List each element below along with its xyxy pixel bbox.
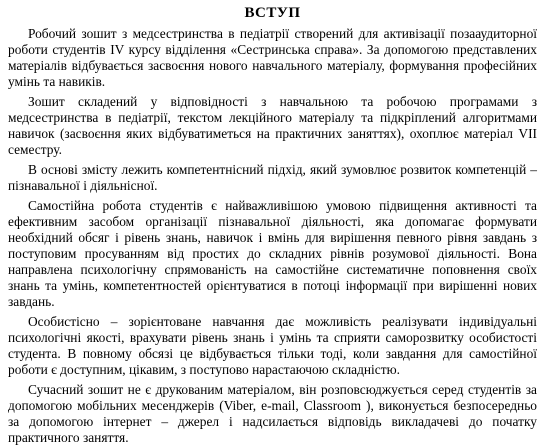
paragraph-approach: В основі змісту лежить компетентнісний підхід, який зумовлює розвиток компетенцій – пізнавальної і діяльнісної. xyxy=(8,162,537,193)
paragraph-purpose: Робочий зошит з медсестринства в педіатрії створений для активізації позааудиторної роботи студентів IV курсу відділення «Сестринська справа». За допомогою представлених матеріалів відбувається засвоєння нового навчального матеріалу, формування професійних умінь та навиків. xyxy=(8,26,537,89)
section-title: ВСТУП xyxy=(244,5,301,21)
paragraph-independent-work: Самостійна робота студентів є найважливішою умовою підвищення активності та ефективним засобом організації пізнавальної діяльності, яка допомагає формувати необхідний обсяг і рівень знань, навичок і вмінь для вирішення певного рівня завдань з поступовим просуванням від простих до складних рівнів розумової діяльності. Вона направлена психологічну спрямованість на самостійне систематичне поповнення своїх знань та умінь, компетентностей орієнтуватися в потоці інформації при вирішенні нових завдань. xyxy=(8,198,537,309)
paragraph-modern-workbook: Сучасний зошит не є друкованим матеріалом, він розповсюджується серед студентів за допомогою мобільних месенджерів (Viber, e-mail, Classroom ), виконується безпосередньо за допомогою інтернет – джерел і надсилається відповідь викладачеві до початку практичного заняття. xyxy=(8,382,537,445)
paragraph-structure: Зошит складений у відповідності з навчальною та робочою програмами з медсестринства в педіатрії, текстом лекційного матеріалу та підкріплений алгоритмами навичок (засвоєння яких відбуватиметься на практичних заняттях), охоплює матеріал VII семестру. xyxy=(8,94,537,157)
paragraph-personal-learning: Особистісно – зорієнтоване навчання дає можливість реалізувати індивідуальні психологічні якості, врахувати рівень знань і умінь та сприяти саморозвитку особистості студента. В повному обсязі це відбувається тільки тоді, коли завдання для самостійної роботи є доступним, цікавим, з поступово нарастаючою складністю. xyxy=(8,314,537,377)
